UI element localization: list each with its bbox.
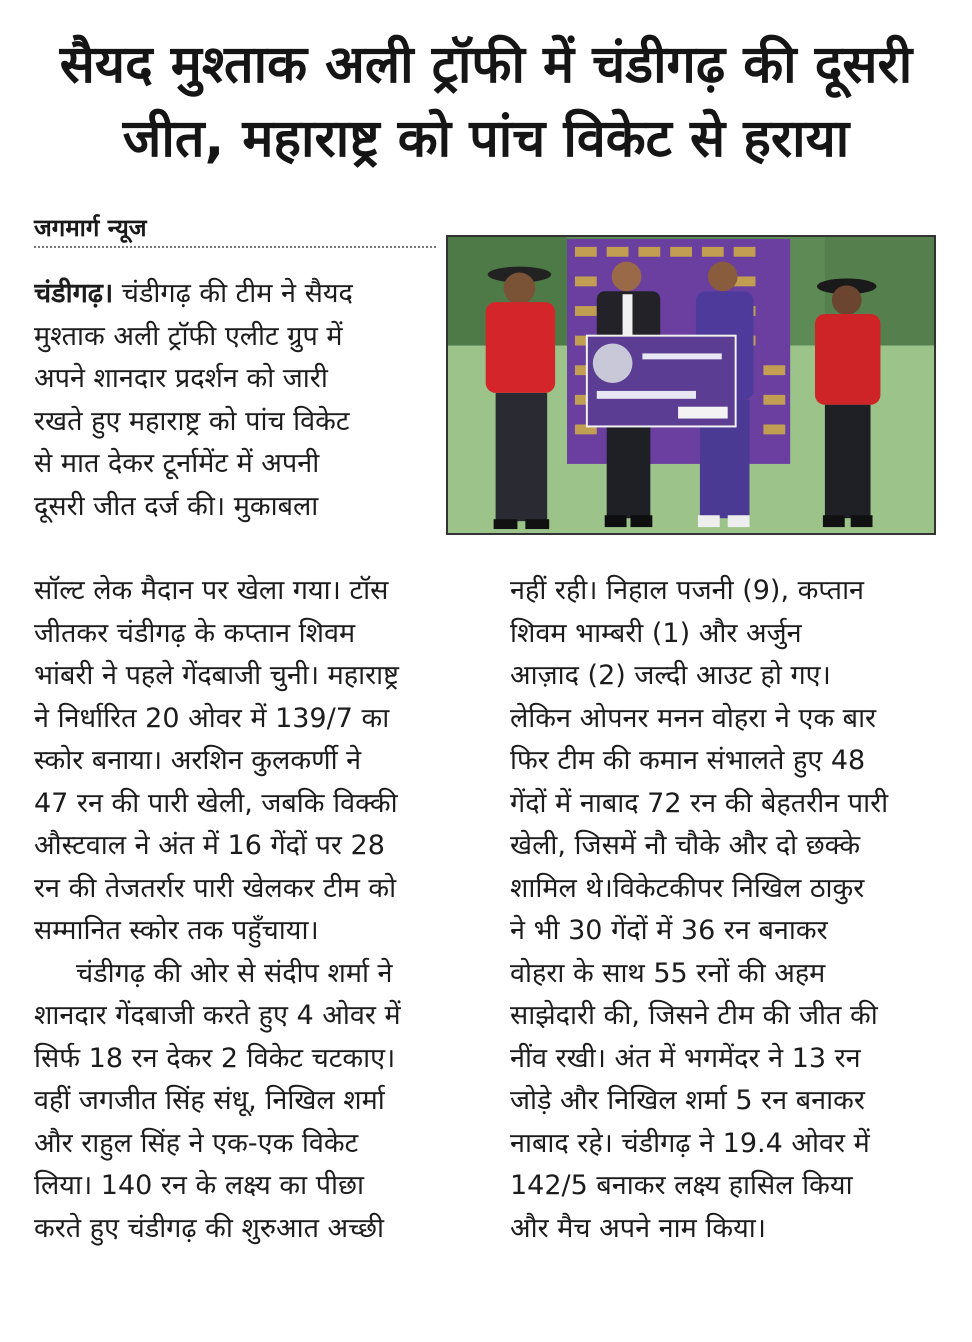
article-line: ने निर्धारित 20 ओवर में 139/7 का [34,702,390,734]
article-line: शानदार गेंदबाजी करते हुए 4 ओवर में [34,1000,401,1031]
dateline: चंडीगढ़। [34,278,114,309]
article-line: करते हुए चंडीगढ़ की शुरुआत अच्छी [34,1212,385,1244]
article-line: और मैच अपने नाम किया। [510,1212,766,1244]
article-line: अपने शानदार प्रदर्शन को जारी [34,363,328,394]
article-line-text: चंडीगढ़ की टीम ने सैयद [113,278,353,309]
article-line: फिर टीम की कमान संभालते हुए 48 [510,745,866,776]
article-line: रखते हुए महाराष्ट्र को पांच विकेट [34,405,350,437]
headline-line-1: सैयद मुश्ताक अली ट्रॉफी में चंडीगढ़ की दूसरी [59,35,913,95]
article-line: नहीं रही। निहाल पजनी (9), कप्तान [510,575,865,606]
article-line: दूसरी जीत दर्ज की। मुकाबला [34,490,319,522]
byline: जगमार्ग न्यूज [34,212,436,248]
article-column-1-bottom [34,570,464,1250]
article-column-1-top [34,273,426,528]
article-column-2 [510,570,940,1250]
article-line: नाबाद रहे। चंडीगढ़ ने 19.4 ओवर में [510,1127,870,1159]
article-line: रन की तेजतर्रार पारी खेलकर टीम को [34,872,397,904]
article-line: साझेदारी की, जिसने टीम की जीत की [510,1000,878,1031]
article-line: सिर्फ 18 रन देकर 2 विकेट चटकाए। [34,1042,396,1074]
news-photo [446,235,936,535]
presentation-photo-illustration [448,237,934,533]
article-line: खेली, जिसमें नौ चौके और दो छक्के [510,830,861,861]
article-line: जोड़े और निखिल शर्मा 5 रन बनाकर [510,1085,865,1116]
article-line: लिया। 140 रन के लक्ष्य का पीछा [34,1170,364,1201]
article-line: औस्टवाल ने अंत में 16 गेंदों पर 28 [34,830,385,861]
headline [0,28,972,176]
headline-line-2: जीत, महाराष्ट्र को पांच विकेट से हराया [122,109,850,169]
article-line: लेकिन ओपनर मनन वोहरा ने एक बार [510,702,877,734]
article-line: शिवम भाम्बरी (1) और अर्जुन [510,617,802,649]
article-line: शामिल थे।विकेटकीपर निखिल ठाकुर [510,872,865,904]
article-line: गेंदों में नाबाद 72 रन की बेहतरीन पारी [510,787,889,819]
article-line: सॉल्ट लेक मैदान पर खेला गया। टॉस [34,575,389,606]
article-line: मुश्ताक अली ट्रॉफी एलीट ग्रुप में [34,320,343,352]
article-line [34,273,426,316]
article-line: से मात देकर टूर्नामेंट में अपनी [34,448,320,479]
article-line: चंडीगढ़ की ओर से संदीप शर्मा ने [76,957,393,989]
article-line: स्कोर बनाया। अरशिन कुलकर्णी ने [34,745,362,776]
article-line: सम्मानित स्कोर तक पहुँचाया। [34,915,319,946]
article-line: ने भी 30 गेंदों में 36 रन बनाकर [510,915,828,946]
article-line: 142/5 बनाकर लक्ष्य हासिल किया [510,1170,853,1201]
article-line: जीतकर चंडीगढ़ के कप्तान शिवम [34,617,356,649]
article-line: आज़ाद (2) जल्दी आउट हो गए। [510,660,831,691]
article-line: 47 रन की पारी खेली, जबकि विक्की [34,787,398,819]
article-line: और राहुल सिंह ने एक-एक विकेट [34,1127,359,1159]
article-line: वहीं जगजीत सिंह संधू, निखिल शर्मा [34,1085,385,1116]
article-line: नींव रखी। अंत में भगमेंदर ने 13 रन [510,1042,861,1074]
article-line: भांबरी ने पहले गेंदबाजी चुनी। महाराष्ट्र [34,660,399,691]
article-line: वोहरा के साथ 55 रनों की अहम [510,957,826,989]
